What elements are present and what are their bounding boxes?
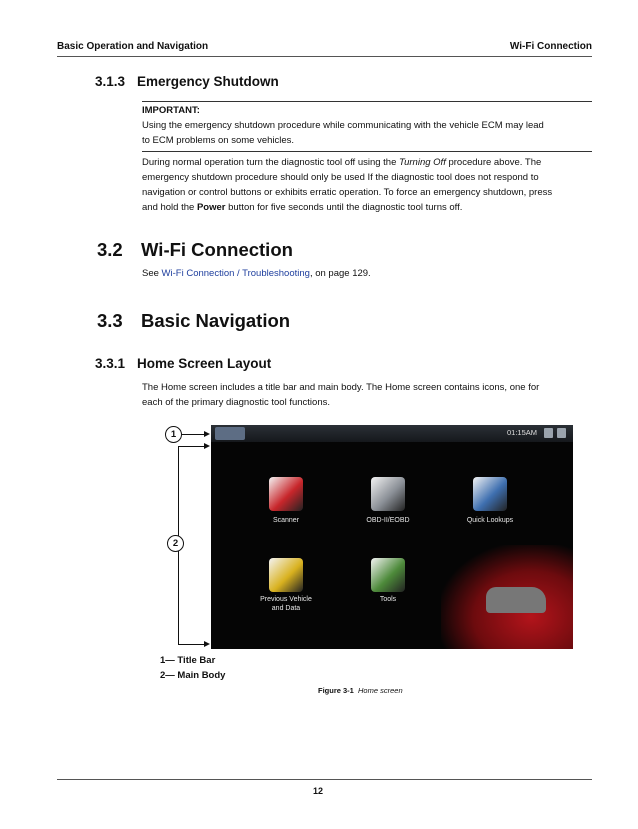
label-line: and Data xyxy=(271,605,301,612)
header-rule xyxy=(57,56,592,57)
text-run: and hold the xyxy=(142,202,197,213)
text-run: See xyxy=(142,268,162,279)
text-line: emergency shutdown procedure should only be used If the diagnostic tool does not respond to xyxy=(142,172,539,183)
callout-1: 1 xyxy=(165,426,182,443)
arrow-right-icon xyxy=(204,641,210,647)
home-screen-image xyxy=(211,425,573,649)
section-3-1-3-heading xyxy=(95,74,279,89)
previous-vehicle-label xyxy=(241,595,331,613)
wifi-troubleshooting-link[interactable]: Wi-Fi Connection / Troubleshooting xyxy=(161,268,310,279)
shutdown-paragraph xyxy=(142,155,592,215)
home-screen-paragraph xyxy=(142,380,592,410)
callout-1-leader xyxy=(182,434,206,435)
page-number: 12 xyxy=(313,786,324,796)
scanner-label: Scanner xyxy=(272,517,300,524)
important-top-rule xyxy=(142,101,592,102)
scanner-icon xyxy=(269,477,303,511)
header-right: Wi-Fi Connection xyxy=(509,41,592,52)
battery-icon xyxy=(557,428,566,438)
text-line: navigation or control buttons or exhibits erratic operation. To force an emergency shutdown, press xyxy=(142,187,553,198)
arrow-right-icon xyxy=(204,431,210,437)
text-run: , on page 129. xyxy=(309,268,371,279)
bracket-top xyxy=(178,446,206,447)
text-run: button for five seconds until the diagnostic tool turns off. xyxy=(225,202,463,213)
section-3-3-heading xyxy=(97,310,290,332)
section-title: Wi-Fi Connection xyxy=(141,239,293,260)
title-bar xyxy=(211,425,573,442)
section-number: 3.3 xyxy=(97,310,123,331)
bold-text: Power xyxy=(196,202,226,213)
section-title: Basic Navigation xyxy=(141,310,291,331)
important-line: Using the emergency shutdown procedure while communicating with the vehicle ECM may lead xyxy=(142,120,544,131)
tools-icon xyxy=(371,558,405,592)
text-line: The Home screen includes a title bar and main body. The Home screen contains icons, one for xyxy=(142,382,540,393)
home-button-icon xyxy=(215,427,245,440)
header-left: Basic Operation and Navigation xyxy=(57,41,209,52)
text-run: During normal operation turn the diagnostic tool off using the xyxy=(142,157,400,168)
quick-lookups-label: Quick Lookups xyxy=(466,517,514,524)
label-line: Previous Vehicle xyxy=(260,596,312,603)
car-graphic xyxy=(486,587,546,613)
section-3-3-1-heading xyxy=(95,356,271,371)
callout-2: 2 xyxy=(167,535,184,552)
clock: 01:15AM xyxy=(507,428,538,437)
obd-icon xyxy=(371,477,405,511)
section-number: 3.3.1 xyxy=(95,356,126,371)
obd-label: OBD-II/EOBD xyxy=(366,517,410,524)
section-title: Emergency Shutdown xyxy=(137,74,279,89)
section-number: 3.2 xyxy=(97,239,123,260)
important-bottom-rule xyxy=(142,151,592,152)
important-line: to ECM problems on some vehicles. xyxy=(142,135,295,146)
section-3-2-heading xyxy=(97,239,293,261)
car-icon xyxy=(269,558,303,592)
figure-caption xyxy=(318,686,403,695)
section-number: 3.1.3 xyxy=(95,74,126,89)
bracket-bottom xyxy=(178,644,206,645)
section-title: Home Screen Layout xyxy=(137,356,272,371)
wifi-see-also xyxy=(142,266,592,281)
caption-label: Figure 3-1 xyxy=(318,686,354,695)
legend-main-body: 2— Main Body xyxy=(160,670,226,681)
caption-text: Home screen xyxy=(358,686,403,695)
book-icon xyxy=(473,477,507,511)
legend-title-bar: 1— Title Bar xyxy=(160,655,216,666)
footer-rule xyxy=(57,779,592,780)
important-note xyxy=(142,103,592,148)
emphasis-text: Turning Off xyxy=(399,157,446,168)
arrow-right-icon xyxy=(204,443,210,449)
text-run: procedure above. The xyxy=(445,157,542,168)
wifi-icon xyxy=(544,428,553,438)
text-line: each of the primary diagnostic tool functions. xyxy=(142,397,330,408)
tools-label: Tools xyxy=(379,596,397,603)
important-label: IMPORTANT: xyxy=(142,105,200,116)
